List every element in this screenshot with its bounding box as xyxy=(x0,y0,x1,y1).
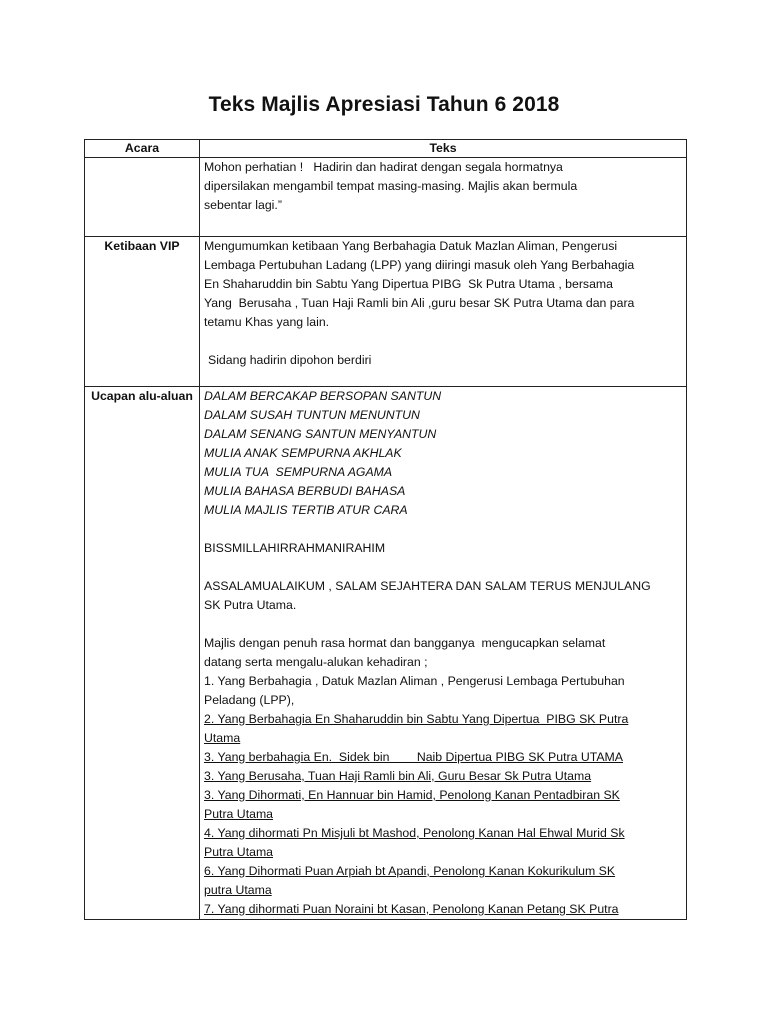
header-acara: Acara xyxy=(85,140,200,158)
pantun-line: MULIA TUA SEMPURNA AGAMA xyxy=(204,465,393,479)
pantun-line: MULIA BAHASA BERBUDI BAHASA xyxy=(204,484,406,498)
guest-item xyxy=(204,900,682,919)
text-line: Lembaga Pertubuhan Ladang (LPP) yang diiringi masuk oleh Yang Berbahagia xyxy=(204,258,635,272)
guest-line: 6. Yang Dihormati Puan Arpiah bt Apandi, Penolong Kanan Kokurikulum SK xyxy=(204,864,616,878)
teks-cell xyxy=(200,237,687,387)
guest-line: 1. Yang Berbahagia , Datuk Mazlan Aliman , Pengerusi Lembaga Pertubuhan xyxy=(204,674,625,688)
program-table xyxy=(84,139,687,920)
pantun-block xyxy=(204,387,682,520)
table-row xyxy=(85,158,687,237)
guest-line: Putra Utama xyxy=(204,845,274,859)
pantun-line: MULIA MAJLIS TERTIB ATUR CARA xyxy=(204,503,408,517)
intro-block xyxy=(204,634,682,672)
teks-cell xyxy=(200,387,687,920)
acara-cell: Ketibaan VIP xyxy=(85,237,200,387)
guest-line: 7. Yang dihormati Puan Noraini bt Kasan, Penolong Kanan Petang SK Putra xyxy=(204,902,619,916)
guest-line: 3. Yang Dihormati, En Hannuar bin Hamid, Penolong Kanan Pentadbiran SK xyxy=(204,788,620,802)
table-row xyxy=(85,387,687,920)
text-line: tetamu Khas yang lain. xyxy=(204,315,330,329)
teks-cell xyxy=(200,158,687,237)
salam-line: ASSALAMUALAIKUM , SALAM SEJAHTERA DAN SALAM TERUS MENJULANG xyxy=(204,579,651,593)
bismillah-line: BISSMILLAHIRRAHMANIRAHIM xyxy=(204,541,386,555)
acara-cell xyxy=(85,158,200,237)
salam-block xyxy=(204,577,682,615)
guest-item xyxy=(204,767,682,786)
guest-line: Putra Utama xyxy=(204,807,274,821)
text-line: Mohon perhatian ! Hadirin dan hadirat dengan segala hormatnya xyxy=(204,160,563,174)
pantun-line: DALAM SUSAH TUNTUN MENUNTUN xyxy=(204,408,420,422)
text-line: Yang Berusaha , Tuan Haji Ramli bin Ali ,guru besar SK Putra Utama dan para xyxy=(204,296,635,310)
guest-item xyxy=(204,786,682,824)
guest-item xyxy=(204,824,682,862)
guest-line: Peladang (LPP), xyxy=(204,693,295,707)
guest-line: 4. Yang dihormati Pn Misjuli bt Mashod, Penolong Kanan Hal Ehwal Murid Sk xyxy=(204,826,625,840)
guest-item xyxy=(204,748,682,767)
guest-item xyxy=(204,710,682,748)
table-header-row xyxy=(85,140,687,158)
guest-item xyxy=(204,672,682,710)
text-line: En Shaharuddin bin Sabtu Yang Dipertua PIBG Sk Putra Utama , bersama xyxy=(204,277,613,291)
guest-line: Utama xyxy=(204,731,241,745)
table-row xyxy=(85,237,687,387)
text-line: sebentar lagi.” xyxy=(204,198,282,212)
guest-item xyxy=(204,862,682,900)
salam-line: SK Putra Utama. xyxy=(204,598,297,612)
pantun-line: DALAM BERCAKAP BERSOPAN SANTUN xyxy=(204,389,442,403)
intro-line: datang serta mengalu-alukan kehadiran ; xyxy=(204,655,428,669)
closing-line: Sidang hadirin dipohon berdiri xyxy=(208,353,372,367)
guest-line: 3. Yang Berusaha, Tuan Haji Ramli bin Ali, Guru Besar Sk Putra Utama xyxy=(204,769,592,783)
pantun-line: MULIA ANAK SEMPURNA AKHLAK xyxy=(204,446,402,460)
guest-line: putra Utama xyxy=(204,883,272,897)
text-line: Mengumumkan ketibaan Yang Berbahagia Datuk Mazlan Aliman, Pengerusi xyxy=(204,239,618,253)
acara-cell: Ucapan alu-aluan xyxy=(85,387,200,920)
header-teks: Teks xyxy=(200,140,687,158)
text-line: dipersilakan mengambil tempat masing-masing. Majlis akan bermula xyxy=(204,179,578,193)
page-title: Teks Majlis Apresiasi Tahun 6 2018 xyxy=(208,93,560,116)
pantun-line: DALAM SENANG SANTUN MENYANTUN xyxy=(204,427,437,441)
guest-list xyxy=(204,672,682,919)
intro-line: Majlis dengan penuh rasa hormat dan bangganya mengucapkan selamat xyxy=(204,636,606,650)
guest-line: 2. Yang Berbahagia En Shaharuddin bin Sabtu Yang Dipertua PIBG SK Putra xyxy=(204,712,629,726)
guest-line: 3. Yang berbahagia En. Sidek bin Naib Dipertua PIBG SK Putra UTAMA xyxy=(204,750,623,764)
